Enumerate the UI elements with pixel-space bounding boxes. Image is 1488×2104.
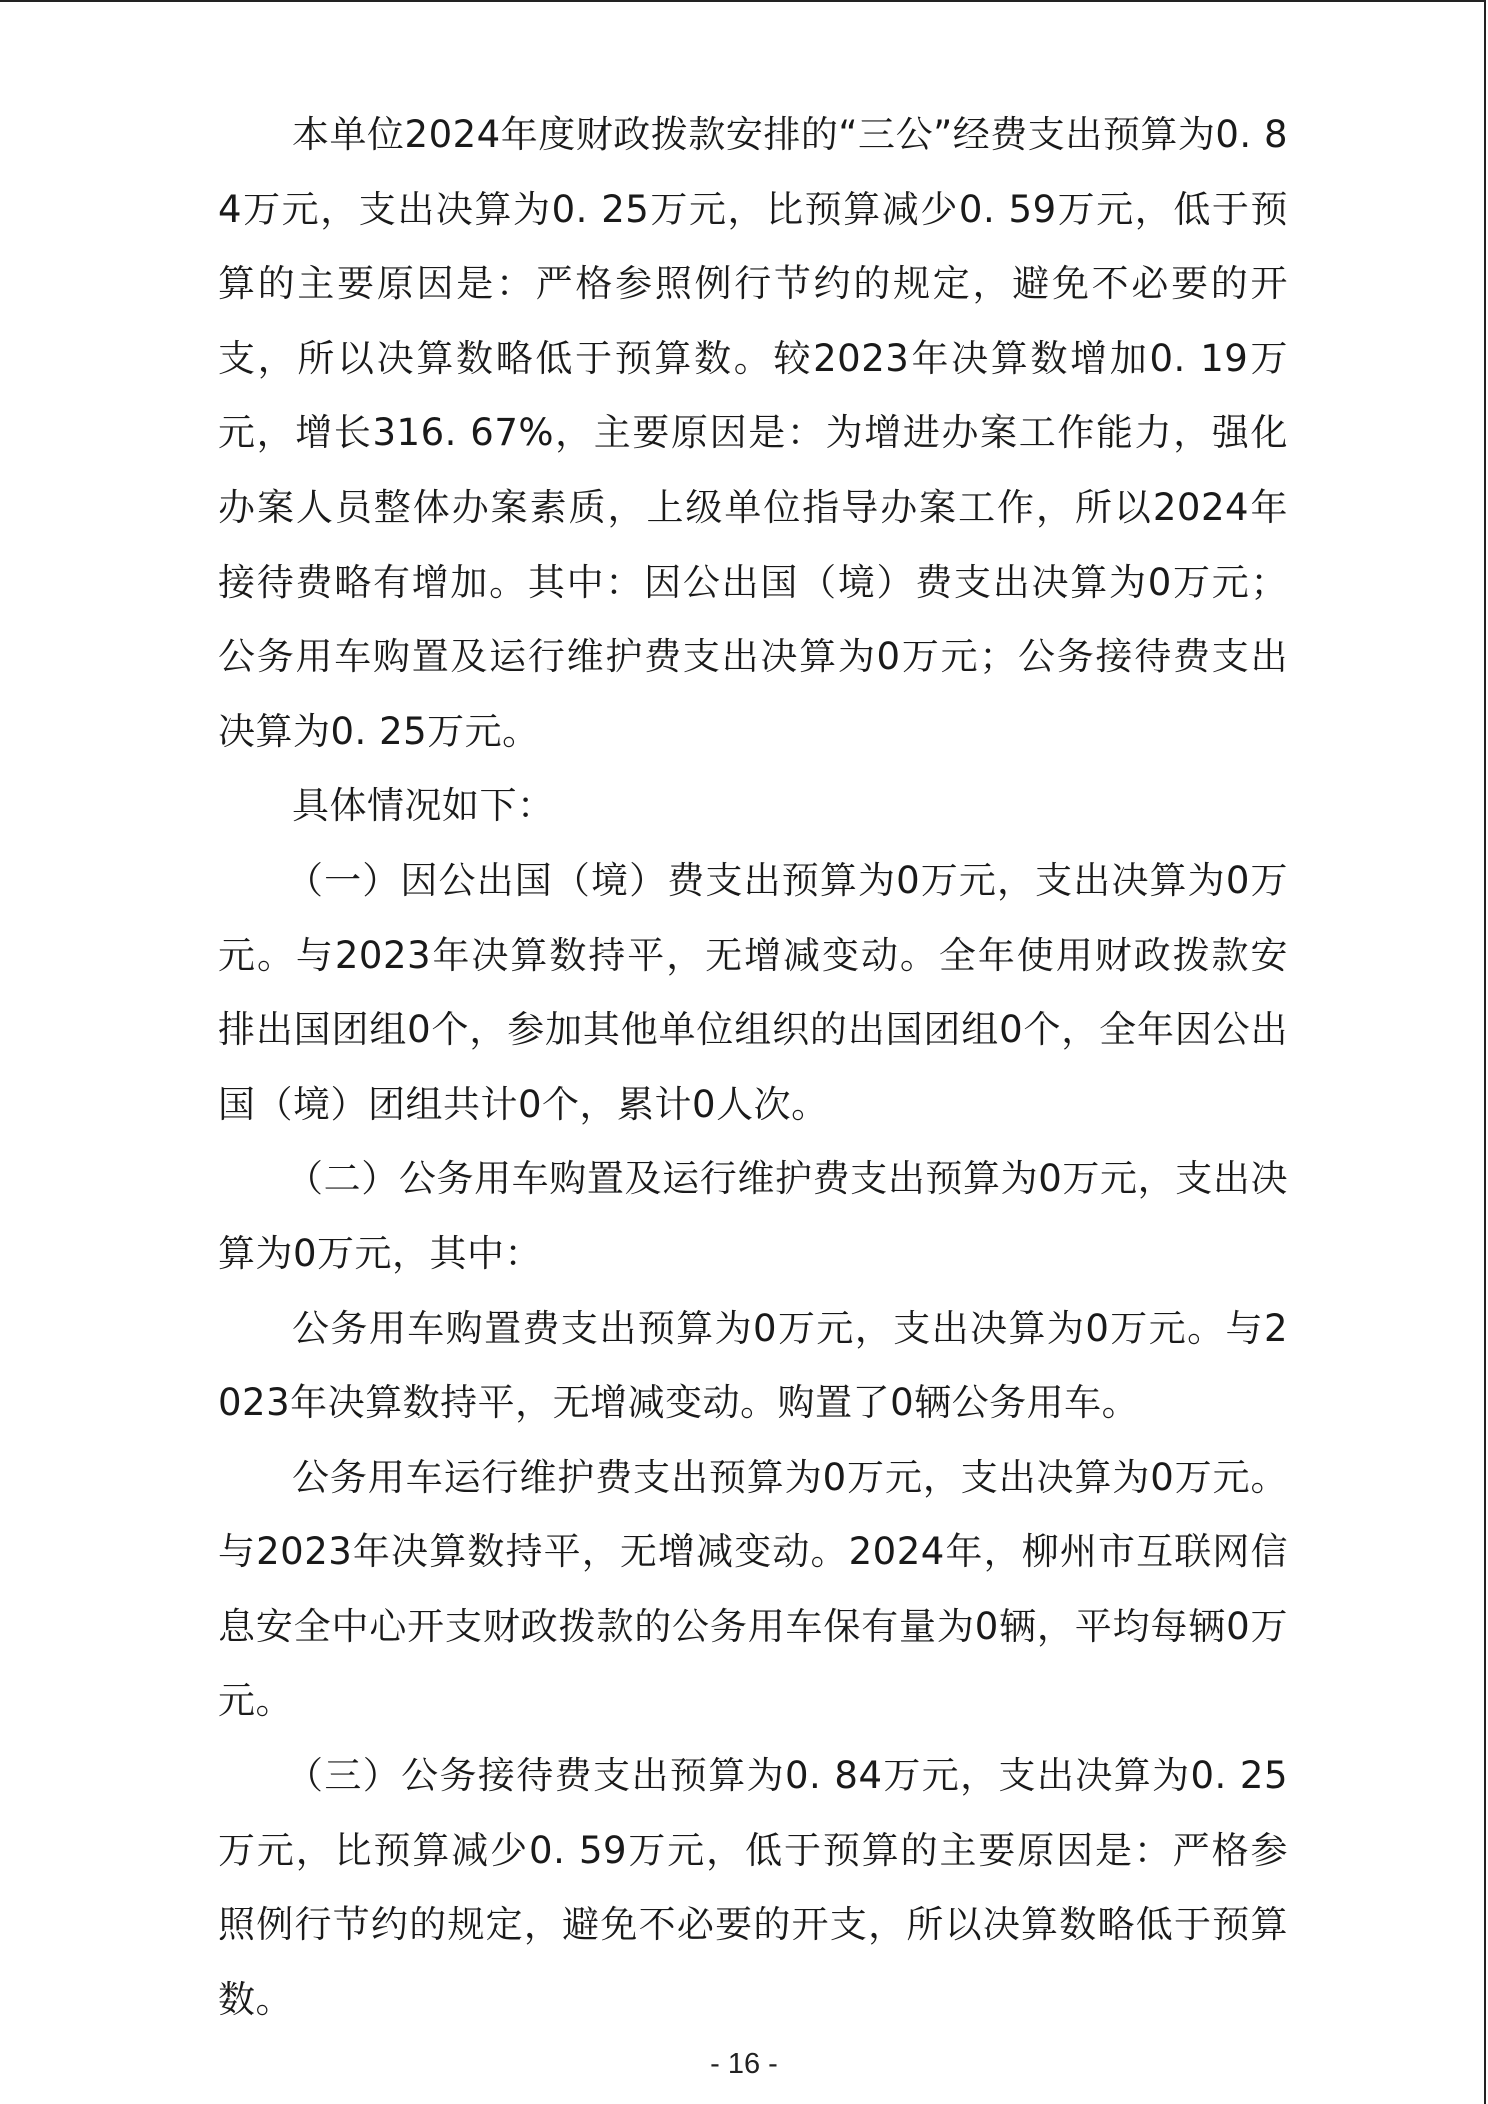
paragraph-vehicle-expenses: （二）公务用车购置及运行维护费支出预算为0万元，支出决算为0万元，其中： (218, 1157, 1288, 1275)
paragraph-vehicle-maintenance: 公务用车运行维护费支出预算为0万元，支出决算为0万元。与2023年决算数持平，无增减变动。2024年，柳州市互联网信息安全中心开支财政拨款的公务用车保有量为0辆，平均每辆0万元。 (218, 1455, 1288, 1723)
paragraph-details-intro: 具体情况如下： (292, 784, 555, 828)
paragraph-reception-expenses: （三）公务接待费支出预算为0. 84万元，支出决算为0. 25万元，比预算减少0. 59万元，低于预算的主要原因是：严格参照例行节约的规定，避免不必要的开支，所以决算数略低于预算数。 (218, 1754, 1288, 2021)
paragraph-summary: 本单位2024年度财政拨款安排的“三公”经费支出预算为0. 84万元，支出决算为0. 25万元，比预算减少0. 59万元，低于预算的主要原因是：严格参照例行节约的规定，避免不必要的开支，所以决算数略低于预算数。较2023年决算数增加0. 19万元，增长316. 67%，主要原因是：为增进办案工作能力，强化办案人员整体办案素质，上级单位指导办案工作，所以2024年接待费略有增加。其中：因公出国（境）费支出决算为0万元；公务用车购置及运行维护费支出决算为0万元；公务接待费支出决算为0. 25万元。 (218, 113, 1288, 753)
document-body (218, 98, 1288, 2037)
paragraph-overseas-travel: （一）因公出国（境）费支出预算为0万元，支出决算为0万元。与2023年决算数持平，无增减变动。全年使用财政拨款安排出国团组0个，参加其他单位组织的出国团组0个，全年因公出国（境）团组共计0个，累计0人次。 (218, 858, 1288, 1126)
paragraph-vehicle-purchase: 公务用车购置费支出预算为0万元，支出决算为0万元。与2023年决算数持平，无增减变动。购置了0辆公务用车。 (218, 1306, 1288, 1425)
page-number: - 16 - (710, 2048, 778, 2080)
